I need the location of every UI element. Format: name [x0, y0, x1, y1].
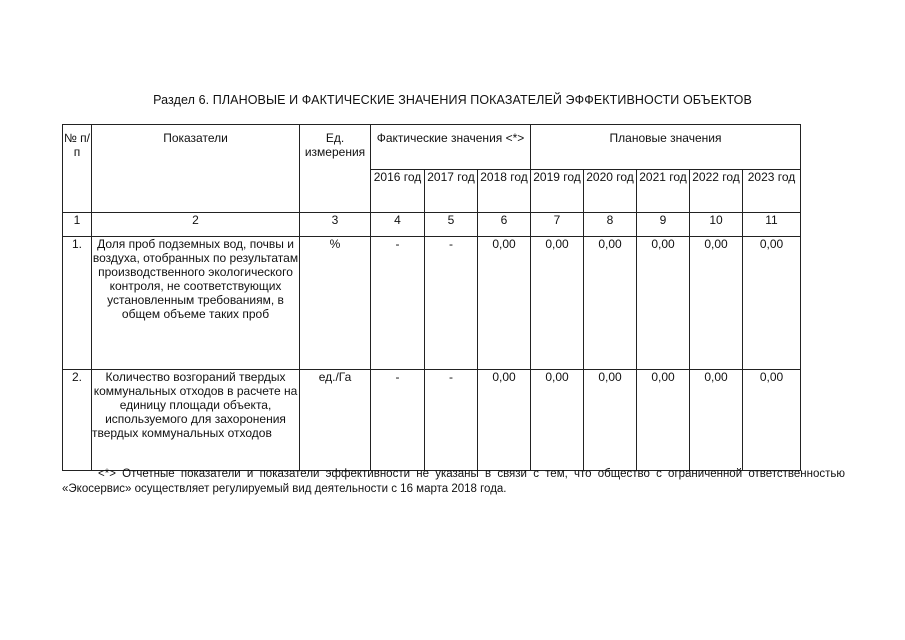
row-num: 1. [63, 237, 92, 370]
section-title: Раздел 6. ПЛАНОВЫЕ И ФАКТИЧЕСКИЕ ЗНАЧЕНИЯ ПОКАЗАТЕЛЕЙ ЭФФЕКТИВНОСТИ ОБЪЕКТОВ [153, 93, 752, 107]
column-number: 8 [584, 213, 637, 237]
column-number: 11 [743, 213, 801, 237]
row-value: 0,00 [531, 237, 584, 370]
row-value: 0,00 [637, 237, 690, 370]
header-year: 2017 год [425, 170, 478, 213]
row-value: 0,00 [743, 370, 801, 471]
row-value: - [425, 370, 478, 471]
header-year: 2022 год [690, 170, 743, 213]
row-value: - [371, 237, 425, 370]
header-year: 2023 год [743, 170, 801, 213]
performance-table [62, 124, 801, 471]
row-indicator: Количество возгораний твердых коммунальных отходов в расчете на единицу площади объекта, используемого для захоронения твердых коммунальных отходов [92, 370, 300, 471]
header-indicator: Показатели [92, 125, 300, 213]
column-number: 4 [371, 213, 425, 237]
row-value: 0,00 [584, 370, 637, 471]
header-num: № п/п [63, 125, 92, 213]
header-row [63, 125, 801, 170]
header-actual: Фактические значения <*> [371, 125, 531, 170]
column-number: 7 [531, 213, 584, 237]
column-number: 2 [92, 213, 300, 237]
row-indicator: Доля проб подземных вод, почвы и воздуха, отобранных по результатам производственного экологического контроля, не соответствующих установленным требованиям, в общем объеме таких проб [92, 237, 300, 370]
row-value: 0,00 [478, 370, 531, 471]
column-number: 5 [425, 213, 478, 237]
table-row [63, 237, 801, 370]
row-value: 0,00 [531, 370, 584, 471]
column-number: 6 [478, 213, 531, 237]
row-value: 0,00 [478, 237, 531, 370]
row-value: 0,00 [690, 370, 743, 471]
header-year: 2018 год [478, 170, 531, 213]
row-value: 0,00 [584, 237, 637, 370]
header-year: 2021 год [637, 170, 690, 213]
column-number: 9 [637, 213, 690, 237]
table-row [63, 370, 801, 471]
header-year: 2016 год [371, 170, 425, 213]
column-number: 3 [300, 213, 371, 237]
header-unit: Ед. измерения [300, 125, 371, 213]
column-numbers-row [63, 213, 801, 237]
header-year: 2020 год [584, 170, 637, 213]
footnote [62, 467, 845, 497]
row-value: 0,00 [637, 370, 690, 471]
row-value: - [371, 370, 425, 471]
column-number: 10 [690, 213, 743, 237]
row-unit: ед./Га [300, 370, 371, 471]
header-year: 2019 год [531, 170, 584, 213]
footnote-text: <*> Отчетные показатели и показатели эффективности не указаны в связи с тем, что общество с ограниченной ответственностью «Экосервис» осуществляет регулируемый вид деятельности с 16 марта 2018 года. [62, 468, 845, 495]
row-num: 2. [63, 370, 92, 471]
row-value: 0,00 [690, 237, 743, 370]
column-number: 1 [63, 213, 92, 237]
row-value: - [425, 237, 478, 370]
row-unit: % [300, 237, 371, 370]
row-value: 0,00 [743, 237, 801, 370]
header-planned: Плановые значения [531, 125, 801, 170]
